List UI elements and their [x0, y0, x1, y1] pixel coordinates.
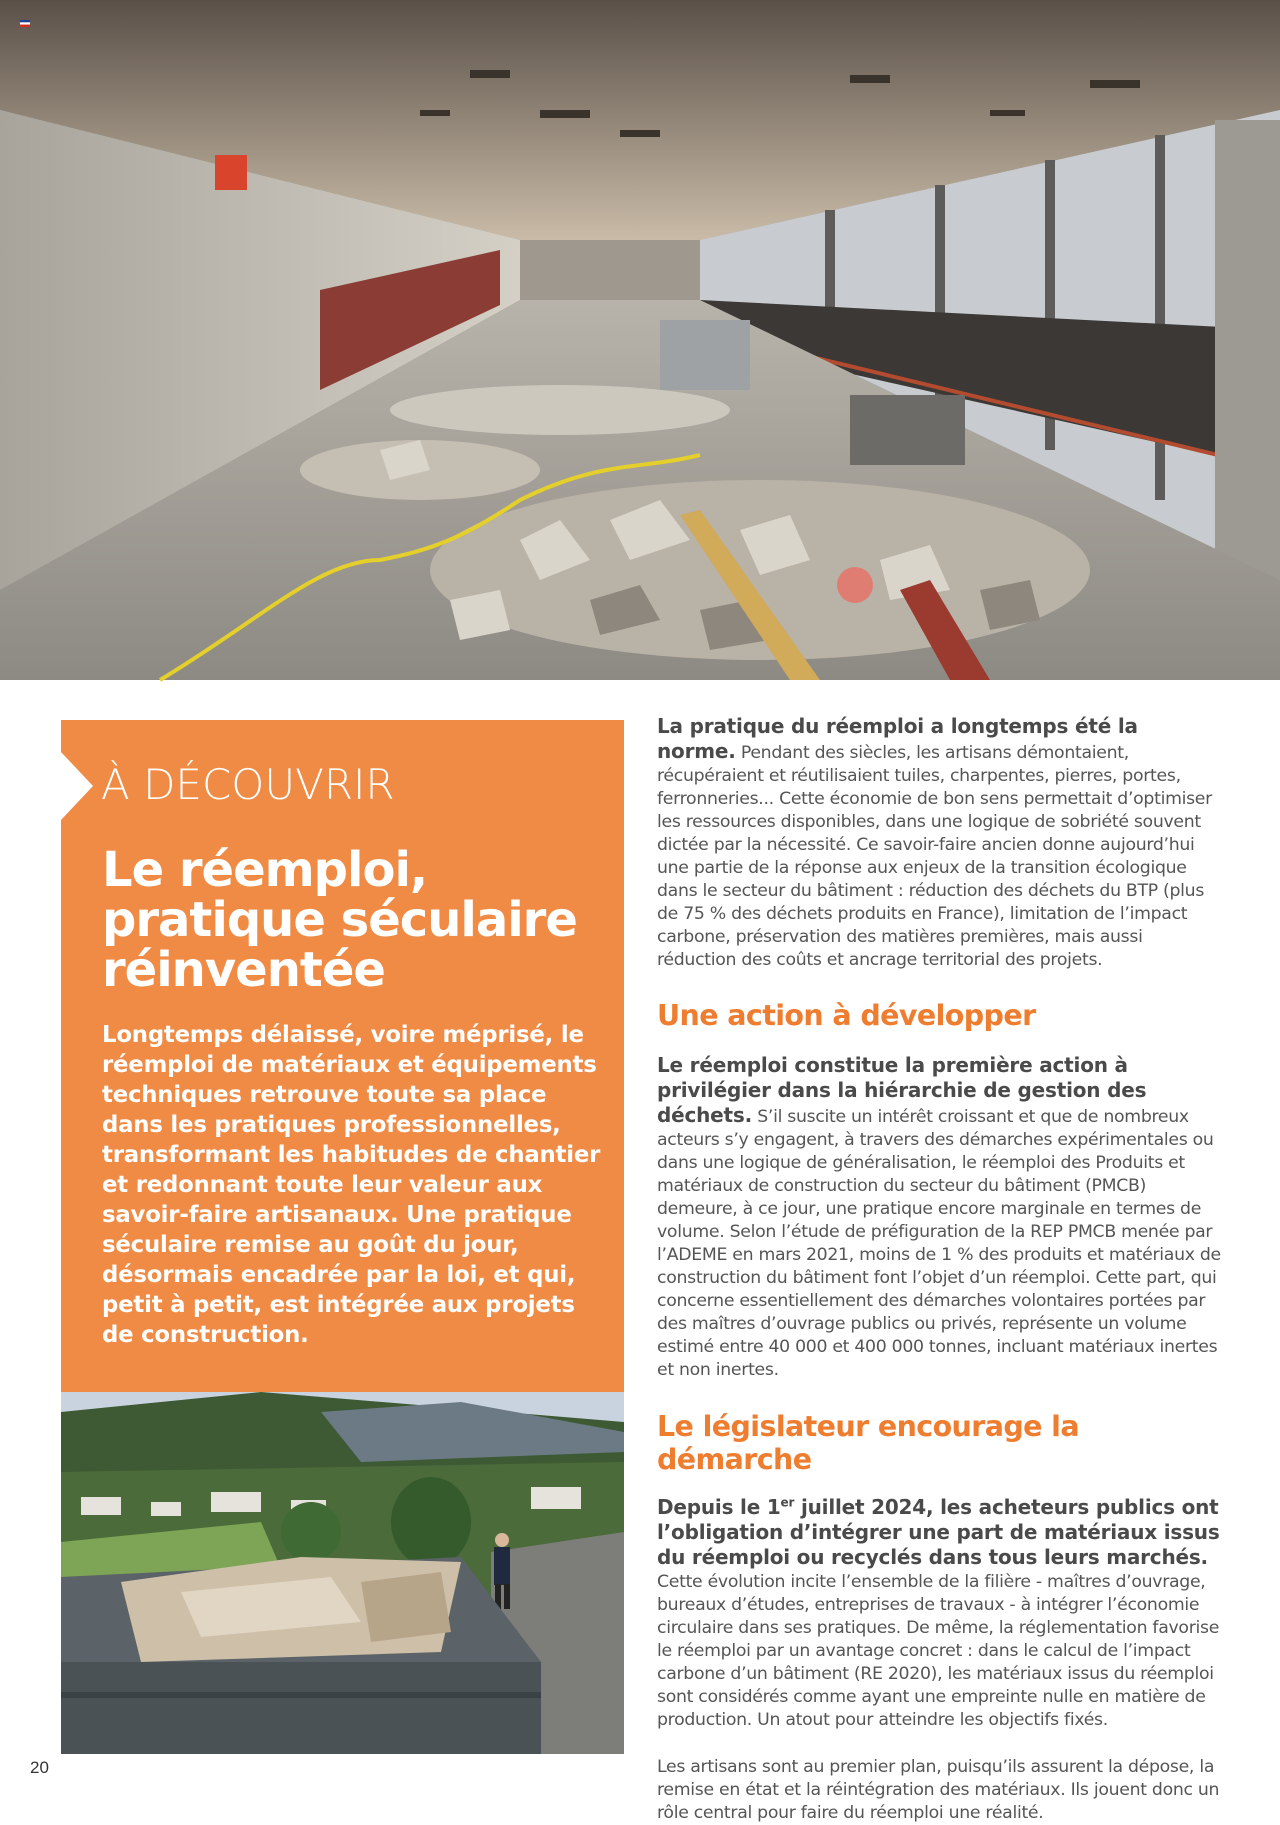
paragraph-1	[657, 715, 1222, 972]
paragraph-3-body: Cette évolution incite l’ensemble de la filière - maîtres d’ouvrage, bureaux d’études, entreprises de travaux - à intégrer l’économie circulaire dans ses pratiques. De même, la réglementation favorise le réemploi par un avantage concret : dans le calcul de l’impact carbone d’un bâtiment (RE 2020), les matériaux issus du réemploi sont considérés comme ayant une empreinte nulle en matière de production. Un atout pour atteindre les objectifs fixés.	[657, 1572, 1220, 1730]
hero-photo	[0, 0, 1280, 680]
paragraph-2-lead: Le réemploi constitue la première action à privilégier dans la hiérarchie de gestion des déchets.	[657, 1053, 1147, 1127]
paragraph-1-body: Pendant des siècles, les artisans démontaient, récupéraient et réutilisaient tuiles, charpentes, pierres, portes, ferronneries... Cette économie de bon sens permettait d’optimiser les ressources disponibles, dans une logique de sobriété souvent dictée par la nécessité. Ce savoir-faire ancien donne aujourd’hui une partie de la réponse aux enjeux de la transition écologique dans le secteur du bâtiment : réduction des déchets du BTP (plus de 75 % des déchets produits en France), limitation de l’impact carbone, préservation des matières premières, mais aussi réduction des coûts et ancrage territorial des projets.	[657, 743, 1212, 970]
subheading-legislateur: Le législateur encourage la démarche	[657, 1410, 1079, 1476]
paragraph-2-body: S’il suscite un intérêt croissant et que de nombreux acteurs s’y engagent, à travers des démarches expérimentales ou dans une logique de généralisation, le réemploi des Produits et matériaux de construction du secteur du bâtiment (PMCB) demeure, à ce jour, une pratique encore marginale en termes de volume. Selon l’étude de préfiguration de la REP PMCB menée par l’ADEME en mars 2021, moins de 1 % des produits et matériaux de construction du bâtiment font l’objet d’un réemploi. Cette part, qui concerne essentiellement des démarches volontaires portées par des maîtres d’ouvrage publics ou privés, représente un volume estimé entre 40 000 et 400 000 tonnes, incluant matériaux inertes et non inertes.	[657, 1107, 1221, 1380]
paragraph-4: Les artisans sont au premier plan, puisqu’ils assurent la dépose, la remise en état et la réintégration des matériaux. Ils jouent donc un rôle central pour faire du réemploi une réalité.	[657, 1757, 1220, 1823]
paragraph-3-lead-before: Depuis le 1	[657, 1495, 781, 1519]
paragraph-3-lead-after: juillet 2024, les acheteurs publics ont l’obligation d’intégrer une part de matériaux issus du réemploi ou recyclés dans tous leurs marchés.	[657, 1495, 1220, 1569]
headline: Le réemploi, pratique séculaire réinventée	[102, 842, 577, 998]
paragraph-1-lead: La pratique du réemploi a longtemps été la norme.	[657, 714, 1138, 763]
subheading-action: Une action à développer	[657, 999, 1036, 1032]
skip-photo-illustration	[61, 1392, 624, 1754]
paragraph-3-lead	[657, 1495, 1220, 1569]
paragraph-3-lead-sup: er	[780, 1495, 795, 1510]
paragraph-3	[657, 1496, 1222, 1732]
flag-icon-graphic	[20, 20, 30, 27]
hero-photo-illustration	[0, 0, 1280, 680]
article-column	[657, 715, 1222, 1825]
kicker: À DÉCOUVRIR	[101, 760, 395, 809]
page-number: 20	[30, 1758, 49, 1777]
paragraph-2	[657, 1054, 1222, 1382]
flag-icon	[20, 20, 30, 27]
panel-notch	[61, 752, 93, 820]
chapeau: Longtemps délaissé, voire méprisé, le réemploi de matériaux et équipements techniques retrouve toute sa place dans les pratiques professionnelles, transformant les habitudes de chantier et redonnant toute leur valeur aux savoir-faire artisanaux. Une pratique séculaire remise au goût du jour, désormais encadrée par la loi, et qui, petit à petit, est intégrée aux projets de construction.	[102, 1022, 601, 1348]
skip-photo	[61, 1392, 624, 1754]
